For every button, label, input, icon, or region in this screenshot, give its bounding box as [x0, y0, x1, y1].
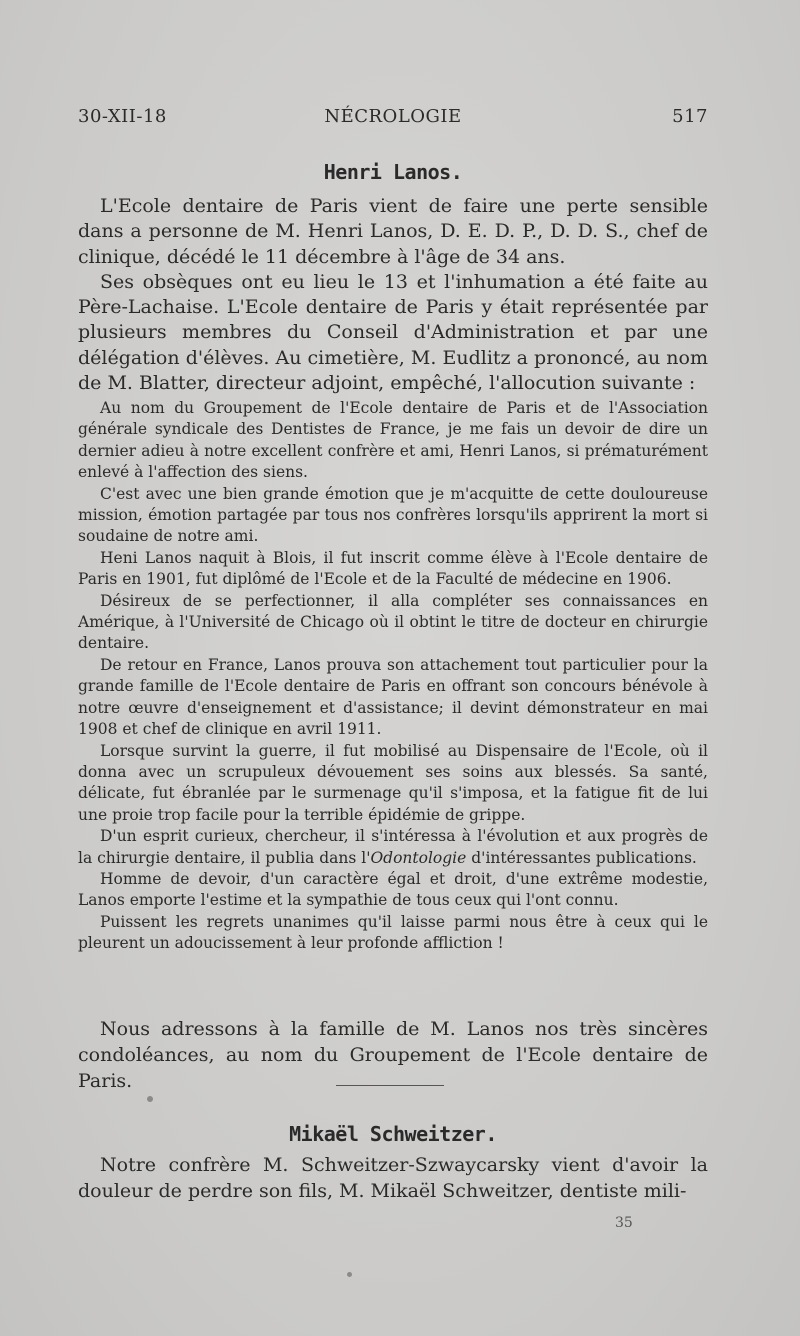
lanos-intro — [78, 194, 708, 396]
speech-paragraph: Désireux de se perfectionner, il alla compléter ses connaissances en Amérique, à l'Université de Chicago où il obtint le titre de docteur en chirurgie dentaire. — [78, 591, 708, 653]
article-title-schweitzer: Mikaël Schweitzer. — [289, 1122, 497, 1146]
signature-mark: 35 — [615, 1215, 633, 1231]
text-segment: D'un esprit curieux, chercheur, il s'intéressa à l'évolution et aux progrès de la chirurgie dentaire, il publia dans l' — [78, 827, 708, 867]
schweitzer-intro — [78, 1152, 708, 1204]
header-section: NÉCROLOGIE — [324, 106, 462, 127]
lanos-closing — [78, 1016, 708, 1094]
speech-paragraph: Lorsque survint la guerre, il fut mobilisé au Dispensaire de l'Ecole, où il donna avec un scrupuleux dévouement ses soins aux blessés. Sa santé, délicate, fut ébranlée par le surmenage qu'il s'imposa, et la fatigue fit de lui une proie trop facile pour la terrible épidémie de grippe. — [78, 741, 708, 824]
text-segment: d'intéressantes publications. — [466, 848, 697, 867]
speech-paragraph: C'est avec une bien grande émotion que je m'acquitte de cette douloureuse mission, émotion partagée par tous nos confrères lorsqu'ils apprirent la mort si soudaine de notre ami. — [78, 484, 708, 546]
speech-paragraph: Heni Lanos naquit à Blois, il fut inscrit comme élève à l'Ecole dentaire de Paris en 1901, fut diplômé de l'Ecole et de la Faculté de médecine en 1906. — [78, 548, 708, 589]
header-date: 30-XII-18 — [78, 106, 167, 127]
speech-paragraph-odontologie — [78, 826, 708, 869]
paragraph: Nous adressons à la famille de M. Lanos nos très sincères condoléances, au nom du Groupement de l'Ecole dentaire de Paris. — [78, 1018, 708, 1092]
running-header — [78, 106, 708, 136]
lanos-speech — [78, 398, 708, 955]
speech-paragraph: Puissent les regrets unanimes qu'il laisse parmi nous être à ceux qui le pleurent un adoucissement à leur profonde affliction ! — [78, 912, 708, 953]
speech-paragraph: Au nom du Groupement de l'Ecole dentaire de Paris et de l'Association générale syndicale des Dentistes de France, je me fais un devoir de dire un dernier adieu à notre excellent confrère et ami, Henri Lanos, si prématurément enlevé à l'affection des siens. — [78, 399, 708, 482]
ink-speck — [147, 1096, 153, 1102]
speech-paragraph: Homme de devoir, d'un caractère égal et droit, d'une extrême modestie, Lanos emporte l'estime et la sympathie de tous ceux qui l'ont connu. — [78, 869, 708, 910]
journal-title: Odontologie — [370, 848, 467, 867]
speech-paragraph: De retour en France, Lanos prouva son attachement tout particulier pour la grande famille de l'Ecole dentaire de Paris en offrant son concours bénévole à notre œuvre d'enseignement et d'assistance; il devint démonstrateur en mai 1908 et chef de clinique en avril 1911. — [78, 655, 708, 739]
section-divider — [336, 1085, 444, 1086]
paragraph: Notre confrère M. Schweitzer-Szwaycarsky vient d'avoir la douleur de perdre son fils, M. Mikaël Schweitzer, dentiste mili- — [78, 1154, 708, 1202]
paragraph: L'Ecole dentaire de Paris vient de faire une perte sensible dans a personne de M. Henri Lanos, D. E. D. P., D. D. S., chef de clinique, décédé le 11 décembre à l'âge de 34 ans. — [78, 195, 708, 268]
page-number: 517 — [672, 106, 708, 127]
paragraph: Ses obsèques ont eu lieu le 13 et l'inhumation a été faite au Père-Lachaise. L'Ecole dentaire de Paris y était représentée par plusieurs membres du Conseil d'Administration et par une délégation d'élèves. Au cimetière, M. Eudlitz a prononcé, au nom de M. Blatter, directeur adjoint, empêché, l'allocution suivante : — [78, 270, 708, 395]
article-title-lanos: Henri Lanos. — [323, 160, 463, 184]
ink-speck — [347, 1272, 352, 1277]
